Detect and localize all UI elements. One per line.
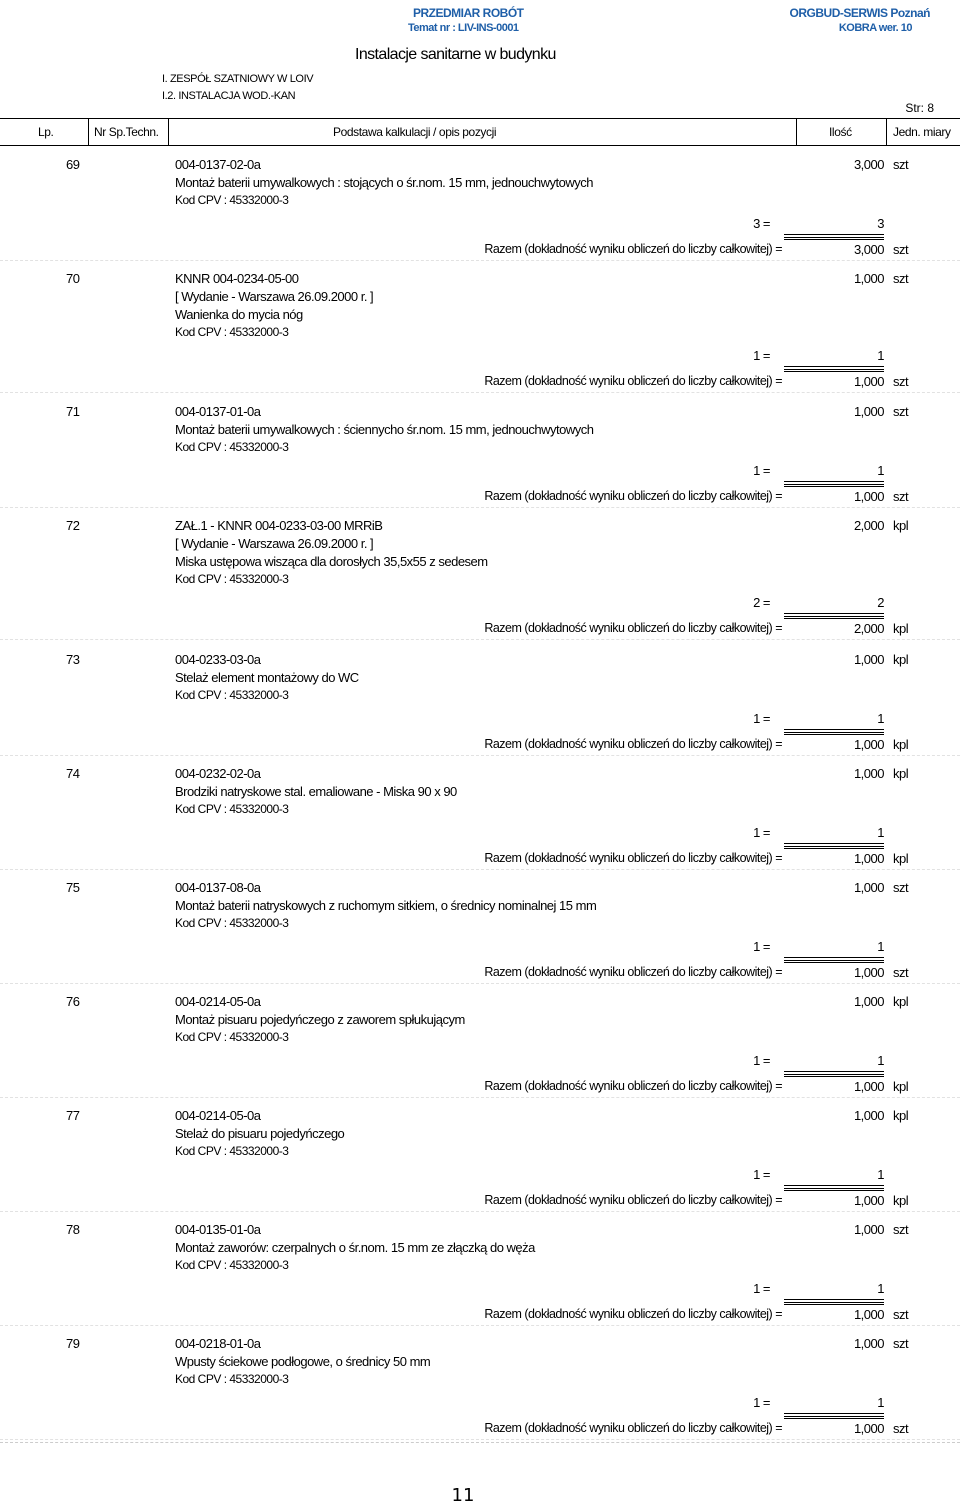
col-quantity: Ilość (829, 125, 852, 139)
item-quantity: 1,000 (853, 652, 884, 667)
item-description-line: [ Wydanie - Warszawa 26.09.2000 r. ] (175, 289, 374, 304)
sum-rule-double (784, 846, 884, 849)
col-description: Podstawa kalkulacji / opis pozycji (333, 125, 497, 139)
razem-unit: kpl (893, 1079, 909, 1094)
sum-rule-double (784, 960, 884, 963)
item-description-line: Montaż zaworów: czerpalnych o śr.nom. 15 mm ze złączką do węża (175, 1240, 535, 1255)
calc-value: 1 (877, 1167, 884, 1182)
razem-total: 1,000 (853, 1193, 884, 1208)
col-unit: Jedn. miary (893, 125, 951, 139)
col-lp: Lp. (38, 125, 54, 139)
position-item (0, 764, 960, 876)
position-item (0, 269, 960, 389)
razem-label: Razem (dokładność wyniku obliczeń do liczby całkowitej) = (484, 1193, 782, 1207)
kod-cpv: Kod CPV : 45332000-3 (175, 916, 289, 930)
razem-label: Razem (dokładność wyniku obliczeń do liczby całkowitej) = (484, 1421, 782, 1435)
item-description-line: Miska ustępowa wisząca dla dorosłych 35,5x55 z sedesem (175, 554, 488, 569)
column-header-row (0, 118, 960, 146)
razem-unit: kpl (893, 621, 909, 636)
razem-unit: kpl (893, 1193, 909, 1208)
razem-unit: szt (893, 965, 909, 980)
razem-total: 1,000 (853, 1079, 884, 1094)
sum-rule (784, 481, 884, 482)
item-code: 004-0214-05-0a (175, 1108, 261, 1123)
sum-rule-double (784, 369, 884, 372)
sum-rule (784, 957, 884, 958)
kod-cpv: Kod CPV : 45332000-3 (175, 688, 289, 702)
calc-value: 1 (877, 939, 884, 954)
position-item (0, 992, 960, 1104)
item-quantity: 1,000 (853, 404, 884, 419)
sum-rule (784, 843, 884, 844)
kod-cpv: Kod CPV : 45332000-3 (175, 325, 289, 339)
sum-rule (784, 366, 884, 367)
calc-value: 1 (877, 463, 884, 478)
calc-expression: 1 = (753, 348, 770, 363)
item-number: 79 (66, 1336, 80, 1351)
razem-unit: szt (893, 1307, 909, 1322)
item-quantity: 1,000 (853, 994, 884, 1009)
item-quantity: 3,000 (853, 157, 884, 172)
item-description-line: Stelaż element montażowy do WC (175, 670, 359, 685)
calc-expression: 1 = (753, 711, 770, 726)
sum-rule (784, 729, 884, 730)
sum-rule-double (784, 732, 884, 735)
razem-total: 3,000 (853, 242, 884, 257)
calc-expression: 1 = (753, 463, 770, 478)
razem-total: 1,000 (853, 965, 884, 980)
item-divider (0, 983, 960, 984)
position-item (0, 1220, 960, 1332)
sum-rule (784, 1299, 884, 1300)
item-divider (0, 755, 960, 756)
kod-cpv: Kod CPV : 45332000-3 (175, 1258, 289, 1272)
item-code: 004-0232-02-0a (175, 766, 261, 781)
item-divider (0, 1097, 960, 1098)
razem-unit: szt (893, 1421, 909, 1436)
sum-rule (784, 1071, 884, 1072)
razem-total: 2,000 (853, 621, 884, 636)
razem-unit: kpl (893, 851, 909, 866)
sum-rule (784, 234, 884, 235)
item-unit: kpl (893, 766, 909, 781)
razem-label: Razem (dokładność wyniku obliczeń do liczby całkowitej) = (484, 621, 782, 635)
sum-rule-double (784, 237, 884, 240)
razem-label: Razem (dokładność wyniku obliczeń do liczby całkowitej) = (484, 489, 782, 503)
item-quantity: 1,000 (853, 1336, 884, 1351)
item-description-line: Montaż baterii umywalkowych : ściennycho śr.nom. 15 mm, jednouchwytowych (175, 422, 594, 437)
sum-rule-double (784, 484, 884, 487)
item-unit: kpl (893, 994, 909, 1009)
item-divider (0, 1211, 960, 1212)
item-unit: szt (893, 1336, 909, 1351)
item-divider (0, 639, 960, 640)
razem-label: Razem (dokładność wyniku obliczeń do liczby całkowitej) = (484, 737, 782, 751)
item-description-line: Montaż baterii natryskowych z ruchomym sitkiem, o średnicy nominalnej 15 mm (175, 898, 597, 913)
razem-unit: kpl (893, 737, 909, 752)
razem-total: 1,000 (853, 851, 884, 866)
item-unit: kpl (893, 518, 909, 533)
item-description-line: [ Wydanie - Warszawa 26.09.2000 r. ] (175, 536, 374, 551)
item-description-line: Wanienka do mycia nóg (175, 307, 303, 322)
item-number: 77 (66, 1108, 80, 1123)
item-quantity: 2,000 (853, 518, 884, 533)
item-unit: kpl (893, 652, 909, 667)
item-code: 004-0137-08-0a (175, 880, 261, 895)
razem-total: 1,000 (853, 1307, 884, 1322)
item-number: 72 (66, 518, 80, 533)
kod-cpv: Kod CPV : 45332000-3 (175, 572, 289, 586)
position-item (0, 155, 960, 267)
razem-label: Razem (dokładność wyniku obliczeń do liczby całkowitej) = (484, 242, 782, 256)
position-item (0, 878, 960, 990)
section-title: I. ZESPÓŁ SZATNIOWY W LOIV (162, 73, 314, 85)
calc-expression: 1 = (753, 1395, 770, 1410)
calc-value: 1 (877, 711, 884, 726)
item-divider (0, 260, 960, 261)
item-divider (0, 1439, 960, 1440)
item-code: KNNR 004-0234-05-00 (175, 271, 299, 286)
subsection-title: I.2. INSTALACJA WOD.-KAN (162, 90, 296, 102)
item-divider (0, 1325, 960, 1326)
razem-label: Razem (dokładność wyniku obliczeń do liczby całkowitej) = (484, 851, 782, 865)
bottom-divider (0, 1442, 960, 1443)
razem-unit: szt (893, 489, 909, 504)
item-description-line: Wpusty ściekowe podłogowe, o średnicy 50 mm (175, 1354, 431, 1369)
item-divider (0, 869, 960, 870)
item-quantity: 1,000 (853, 1108, 884, 1123)
item-code: 004-0137-01-0a (175, 404, 261, 419)
calc-expression: 2 = (753, 595, 770, 610)
sum-rule-double (784, 1074, 884, 1077)
item-number: 71 (66, 404, 80, 419)
calc-expression: 1 = (753, 1281, 770, 1296)
item-quantity: 1,000 (853, 880, 884, 895)
item-quantity: 1,000 (853, 271, 884, 286)
sum-rule-double (784, 1188, 884, 1191)
item-divider (0, 392, 960, 393)
calc-expression: 1 = (753, 1167, 770, 1182)
calc-expression: 3 = (753, 216, 770, 231)
footer-page-number: 11 (451, 1485, 475, 1506)
razem-total: 1,000 (853, 1421, 884, 1436)
sum-rule-double (784, 1302, 884, 1305)
company-name: ORGBUD-SERWIS Poznań (789, 6, 930, 20)
document-title: Instalacje sanitarne w budynku (355, 46, 556, 63)
calc-value: 2 (877, 595, 884, 610)
item-unit: kpl (893, 1108, 909, 1123)
position-item (0, 650, 960, 762)
item-unit: szt (893, 880, 909, 895)
razem-total: 1,000 (853, 737, 884, 752)
item-description-line: Montaż pisuaru pojedyńczego z zaworem spłukującym (175, 1012, 465, 1027)
calc-value: 1 (877, 1053, 884, 1068)
sum-rule-double (784, 1416, 884, 1419)
position-item (0, 516, 960, 636)
item-code: 004-0135-01-0a (175, 1222, 261, 1237)
kod-cpv: Kod CPV : 45332000-3 (175, 193, 289, 207)
report-title: PRZEDMIAR ROBÓT (413, 6, 524, 20)
page-number: Str: 8 (905, 101, 934, 115)
kod-cpv: Kod CPV : 45332000-3 (175, 440, 289, 454)
sum-rule (784, 1413, 884, 1414)
item-number: 74 (66, 766, 80, 781)
item-code: 004-0214-05-0a (175, 994, 261, 1009)
kobra-version: KOBRA wer. 10 (838, 22, 912, 34)
item-divider (0, 507, 960, 508)
item-number: 75 (66, 880, 80, 895)
calc-expression: 1 = (753, 939, 770, 954)
position-item (0, 1334, 960, 1446)
item-unit: szt (893, 1222, 909, 1237)
kod-cpv: Kod CPV : 45332000-3 (175, 802, 289, 816)
item-description-line: Montaż baterii umywalkowych : stojących o śr.nom. 15 mm, jednouchwytowych (175, 175, 593, 190)
calc-value: 3 (877, 216, 884, 231)
calc-expression: 1 = (753, 1053, 770, 1068)
razem-total: 1,000 (853, 374, 884, 389)
temat-label: Temat nr : LIV-INS-0001 (408, 22, 519, 34)
item-number: 73 (66, 652, 80, 667)
item-code: 004-0137-02-0a (175, 157, 261, 172)
calc-value: 1 (877, 1395, 884, 1410)
razem-label: Razem (dokładność wyniku obliczeń do liczby całkowitej) = (484, 1307, 782, 1321)
kod-cpv: Kod CPV : 45332000-3 (175, 1372, 289, 1386)
item-quantity: 1,000 (853, 1222, 884, 1237)
calc-value: 1 (877, 348, 884, 363)
item-number: 69 (66, 157, 80, 172)
razem-total: 1,000 (853, 489, 884, 504)
sum-rule (784, 1185, 884, 1186)
razem-label: Razem (dokładność wyniku obliczeń do liczby całkowitej) = (484, 965, 782, 979)
item-unit: szt (893, 404, 909, 419)
item-code: ZAŁ.1 - KNNR 004-0233-03-00 MRRiB (175, 518, 383, 533)
position-item (0, 1106, 960, 1218)
calc-value: 1 (877, 825, 884, 840)
item-unit: szt (893, 157, 909, 172)
razem-unit: szt (893, 374, 909, 389)
item-quantity: 1,000 (853, 766, 884, 781)
razem-unit: szt (893, 242, 909, 257)
col-nr: Nr Sp.Techn. (94, 125, 159, 139)
sum-rule-double (784, 616, 884, 619)
calc-value: 1 (877, 1281, 884, 1296)
razem-label: Razem (dokładność wyniku obliczeń do liczby całkowitej) = (484, 1079, 782, 1093)
sum-rule (784, 613, 884, 614)
item-code: 004-0233-03-0a (175, 652, 261, 667)
item-number: 70 (66, 271, 80, 286)
item-description-line: Stelaż do pisuaru pojedyńczego (175, 1126, 345, 1141)
position-item (0, 402, 960, 514)
item-number: 78 (66, 1222, 80, 1237)
kod-cpv: Kod CPV : 45332000-3 (175, 1144, 289, 1158)
item-unit: szt (893, 271, 909, 286)
item-number: 76 (66, 994, 80, 1009)
kod-cpv: Kod CPV : 45332000-3 (175, 1030, 289, 1044)
item-code: 004-0218-01-0a (175, 1336, 261, 1351)
item-description-line: Brodziki natryskowe stal. emaliowane - Miska 90 x 90 (175, 784, 457, 799)
razem-label: Razem (dokładność wyniku obliczeń do liczby całkowitej) = (484, 374, 782, 388)
calc-expression: 1 = (753, 825, 770, 840)
